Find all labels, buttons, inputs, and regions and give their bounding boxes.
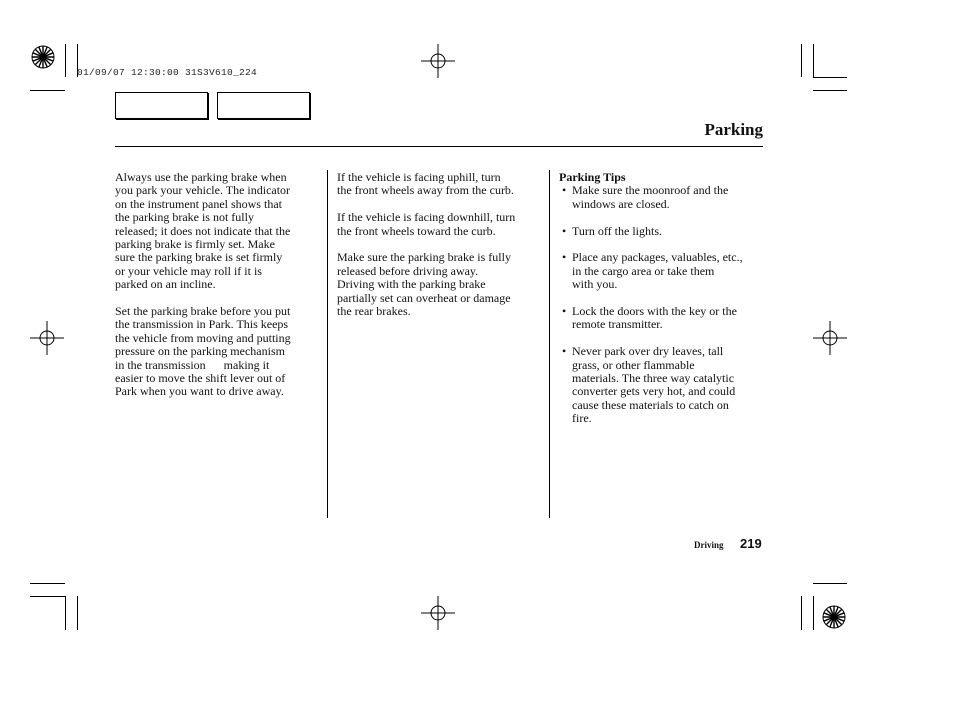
text-line: Turn off the lights. (572, 223, 663, 238)
text-line: the vehicle from moving and putting (115, 330, 291, 345)
list-item (559, 225, 765, 238)
header-rule (115, 146, 763, 147)
text-line: Make sure the moonroof and the (572, 183, 729, 198)
text-line: partially set can overheat or damage (337, 290, 511, 305)
crop-mark (813, 77, 847, 78)
text-line: pressure on the parking mechanism (115, 344, 285, 359)
parking-tips-heading: Parking Tips (559, 170, 626, 184)
text-line: If the vehicle is facing downhill, turn (337, 210, 516, 225)
text-line: materials. The three way catalytic (572, 371, 735, 386)
text-line: released; it does not indicate that the (115, 223, 291, 238)
text-line: in the cargo area or take them (572, 263, 715, 278)
section-title: Parking (704, 120, 763, 139)
text-line: Park when you want to drive away. (115, 384, 284, 399)
list-item (559, 251, 765, 291)
text-line: the front wheels toward the curb. (337, 223, 496, 238)
bullet-icon: • (562, 223, 567, 238)
text-line: If the vehicle is facing uphill, turn (337, 170, 501, 184)
column-2 (337, 171, 543, 332)
text-line: you park your vehicle. The indicator (115, 183, 291, 198)
crop-mark (65, 44, 66, 77)
text-line: Never park over dry leaves, tall (572, 344, 724, 359)
header-tab-box (115, 92, 208, 119)
text-line: in the transmission making it (115, 357, 270, 372)
parking-tips-list (559, 184, 765, 425)
bullet-icon: • (562, 250, 567, 265)
text-line: Set the parking brake before you put (115, 304, 291, 319)
crop-mark (813, 583, 847, 584)
bullet-icon: • (562, 304, 567, 319)
registration-sunburst-icon (31, 45, 55, 69)
list-item (559, 345, 765, 425)
footer-section-label: Driving (694, 540, 724, 550)
paragraph (337, 211, 543, 238)
text-line: windows are closed. (572, 196, 670, 211)
text-line: remote transmitter. (572, 317, 663, 332)
list-item (559, 305, 765, 332)
text-line: the front wheels away from the curb. (337, 183, 514, 198)
text-line: Driving with the parking brake (337, 277, 486, 292)
crop-mark (813, 596, 814, 630)
text-line: on the instrument panel shows that (115, 196, 282, 211)
crop-mark (801, 596, 802, 630)
bullet-icon: • (562, 183, 567, 198)
column-1 (115, 171, 320, 412)
text-line: converter gets very hot, and could (572, 384, 736, 399)
registration-crosshair-icon (421, 44, 455, 78)
text-line: with you. (572, 277, 618, 292)
paragraph (337, 251, 543, 318)
registration-crosshair-icon (421, 596, 455, 630)
registration-crosshair-icon (813, 321, 847, 355)
text-line: sure the parking brake is set firmly (115, 250, 283, 265)
crop-mark (813, 44, 814, 77)
column-3 (559, 171, 765, 439)
bullet-icon: • (562, 344, 567, 359)
text-line: cause these materials to catch on (572, 397, 729, 412)
column-divider (549, 170, 550, 518)
column-divider (327, 170, 328, 518)
text-line: the rear brakes. (337, 304, 411, 319)
text-line: Place any packages, valuables, etc., (572, 250, 743, 265)
crop-mark (30, 596, 65, 597)
page-number: 219 (740, 536, 762, 551)
registration-sunburst-icon (822, 605, 846, 629)
registration-crosshair-icon (30, 321, 64, 355)
header-tab-box (217, 92, 310, 119)
crop-mark (65, 596, 66, 630)
list-item (559, 184, 765, 211)
crop-mark (30, 90, 65, 91)
paragraph (115, 305, 320, 399)
text-line: or your vehicle may roll if it is (115, 263, 262, 278)
text-line: released before driving away. (337, 263, 479, 278)
crop-mark (813, 90, 847, 91)
crop-mark (77, 596, 78, 630)
crop-mark (30, 583, 65, 584)
crop-mark (801, 44, 802, 77)
text-line: parked on an incline. (115, 277, 216, 292)
text-line: the transmission in Park. This keeps (115, 317, 289, 332)
text-line: grass, or other flammable (572, 357, 695, 372)
text-line: Always use the parking brake when (115, 170, 287, 184)
print-stamp: 01/09/07 12:30:00 31S3V610_224 (77, 67, 258, 78)
text-line: Make sure the parking brake is fully (337, 250, 511, 265)
text-line: the parking brake is not fully (115, 210, 254, 225)
text-line: parking brake is firmly set. Make (115, 237, 275, 252)
text-line: easier to move the shift lever out of (115, 371, 286, 386)
paragraph (337, 171, 543, 198)
text-line: Lock the doors with the key or the (572, 304, 737, 319)
text-line: fire. (572, 411, 592, 426)
paragraph (115, 171, 320, 292)
